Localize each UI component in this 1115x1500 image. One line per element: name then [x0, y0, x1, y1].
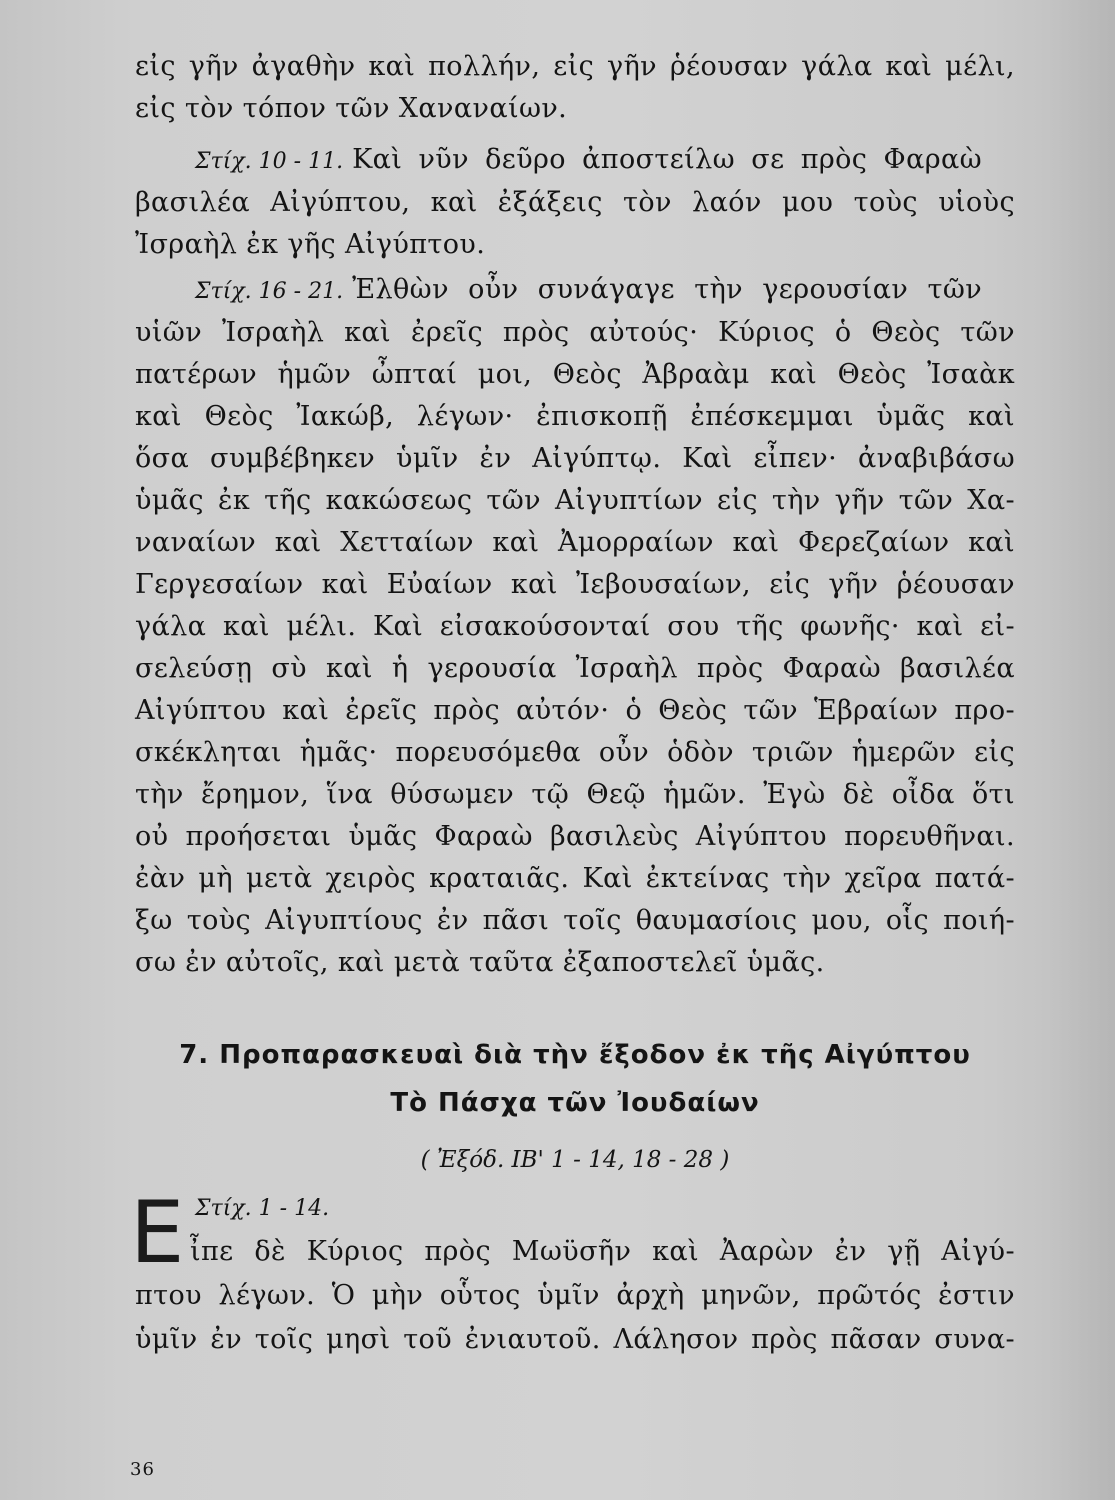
text-line: εἰς γῆν ἀγαθὴν καὶ πολλήν, εἰς γῆν ῥέουσαν γάλα καὶ μέλι, — [135, 51, 1015, 82]
verse-paragraph-16 — [135, 270, 1015, 310]
text-line: ὑμᾶς ἐκ τῆς κακώσεως τῶν Αἰγυπτίων εἰς τὴν γῆν τῶν Χα- — [135, 485, 1015, 516]
text-line: σω ἐν αὐτοῖς, καὶ μετὰ ταῦτα ἐξαποστελεῖ ὑμᾶς. — [135, 947, 825, 978]
text-line: τὴν ἔρημον, ἵνα θύσωμεν τῷ Θεῷ ἡμῶν. Ἐγὼ δὲ οἶδα ὅτι — [135, 779, 1015, 810]
page-edge-shade — [1045, 0, 1115, 1500]
text-line: οὐ προήσεται ὑμᾶς Φαραὼ βασιλεὺς Αἰγύπτου πορευθῆναι. — [135, 821, 1015, 852]
text-line: ἐὰν μὴ μετὰ χειρὸς κραταιᾶς. Καὶ ἐκτείνας τὴν χεῖρα πατά- — [135, 863, 1015, 894]
text-line: ξω τοὺς Αἰγυπτίους ἐν πᾶσι τοῖς θαυμασίοις μου, οἷς ποιή- — [135, 905, 1015, 936]
text-line: Αἰγύπτου καὶ ἐρεῖς πρὸς αὐτόν· ὁ Θεὸς τῶν Ἑβραίων προ- — [135, 695, 1015, 726]
text-line: εἰς τὸν τόπον τῶν Χαναναίων. — [135, 93, 568, 124]
text-line: σκέκληται ἡμᾶς· πορευσόμεθα οὖν ὁδὸν τριῶν ἡμερῶν εἰς — [135, 737, 1015, 768]
text-line: Καὶ νῦν δεῦρο ἀποστείλω σε πρὸς Φαραὼ — [352, 144, 983, 175]
text-line: πτου λέγων. Ὁ μὴν οὗτος ὑμῖν ἀρχὴ μηνῶν, πρῶτός ἐστιν — [135, 1280, 1015, 1311]
verse-paragraph-10 — [135, 140, 1015, 180]
text-line: ὑμῖν ἐν τοῖς μησὶ τοῦ ἐνιαυτοῦ. Λάλησον πρὸς πᾶσαν συνα- — [135, 1324, 1015, 1355]
section-scripture-reference: ( Ἐξόδ. ΙΒ' 1 - 14, 18 - 28 ) — [420, 1147, 730, 1173]
text-line: βασιλέα Αἰγύπτου, καὶ ἐξάξεις τὸν λαόν μου τοὺς υἱοὺς — [135, 187, 1015, 218]
text-line: σελεύσῃ σὺ καὶ ἡ γερουσία Ἰσραὴλ πρὸς Φαραὼ βασιλέα — [135, 653, 1015, 684]
text-line: πατέρων ἡμῶν ὦπταί μοι, Θεὸς Ἀβραὰμ καὶ Θεὸς Ἰσαὰκ — [135, 359, 1015, 390]
text-line: Ἐλθὼν οὖν συνάγαγε τὴν γερουσίαν τῶν — [352, 274, 983, 305]
text-line: γάλα καὶ μέλι. Καὶ εἰσακούσονταί σου τῆς φωνῆς· καὶ εἰ- — [135, 611, 1015, 642]
text-line: ἶπε δὲ Κύριος πρὸς Μωϋσῆν καὶ Ἀαρὼν ἐν γῇ Αἰγύ- — [190, 1236, 1015, 1267]
section-subtitle: Τὸ Πάσχα τῶν Ἰουδαίων — [390, 1088, 760, 1118]
text-line: υἱῶν Ἰσραὴλ καὶ ἐρεῖς πρὸς αὐτούς· Κύριος ὁ Θεὸς τῶν — [135, 317, 1015, 348]
page-number: 36 — [130, 1459, 155, 1480]
text-line: Γεργεσαίων καὶ Εὐαίων καὶ Ἰεβουσαίων, εἰς γῆν ῥέουσαν — [135, 569, 1015, 600]
verse-reference: Στίχ. 16 - 21. — [195, 279, 344, 304]
text-line: Ἰσραὴλ ἐκ γῆς Αἰγύπτου. — [135, 229, 486, 260]
section-title-line1: Προπαρασκευαὶ διὰ τὴν ἔξοδον ἐκ τῆς Αἰγύπτου — [219, 1040, 971, 1070]
verse-reference: Στίχ. 10 - 11. — [195, 149, 344, 174]
drop-cap-initial: Ε — [130, 1183, 185, 1283]
section-title — [135, 1035, 1015, 1075]
text-line: καὶ Θεὸς Ἰακώβ, λέγων· ἐπισκοπῇ ἐπέσκεμμαι ὑμᾶς καὶ — [135, 401, 1015, 432]
text-line: ναναίων καὶ Χετταίων καὶ Ἀμορραίων καὶ Φερεζαίων καὶ — [135, 527, 1015, 558]
verse-reference-line — [195, 1187, 1015, 1227]
text-line: ὅσα συμβέβηκεν ὑμῖν ἐν Αἰγύπτῳ. Καὶ εἶπεν· ἀναβιβάσω — [135, 443, 1015, 474]
section-number: 7. — [179, 1040, 210, 1070]
verse-reference: Στίχ. 1 - 14. — [195, 1196, 330, 1221]
